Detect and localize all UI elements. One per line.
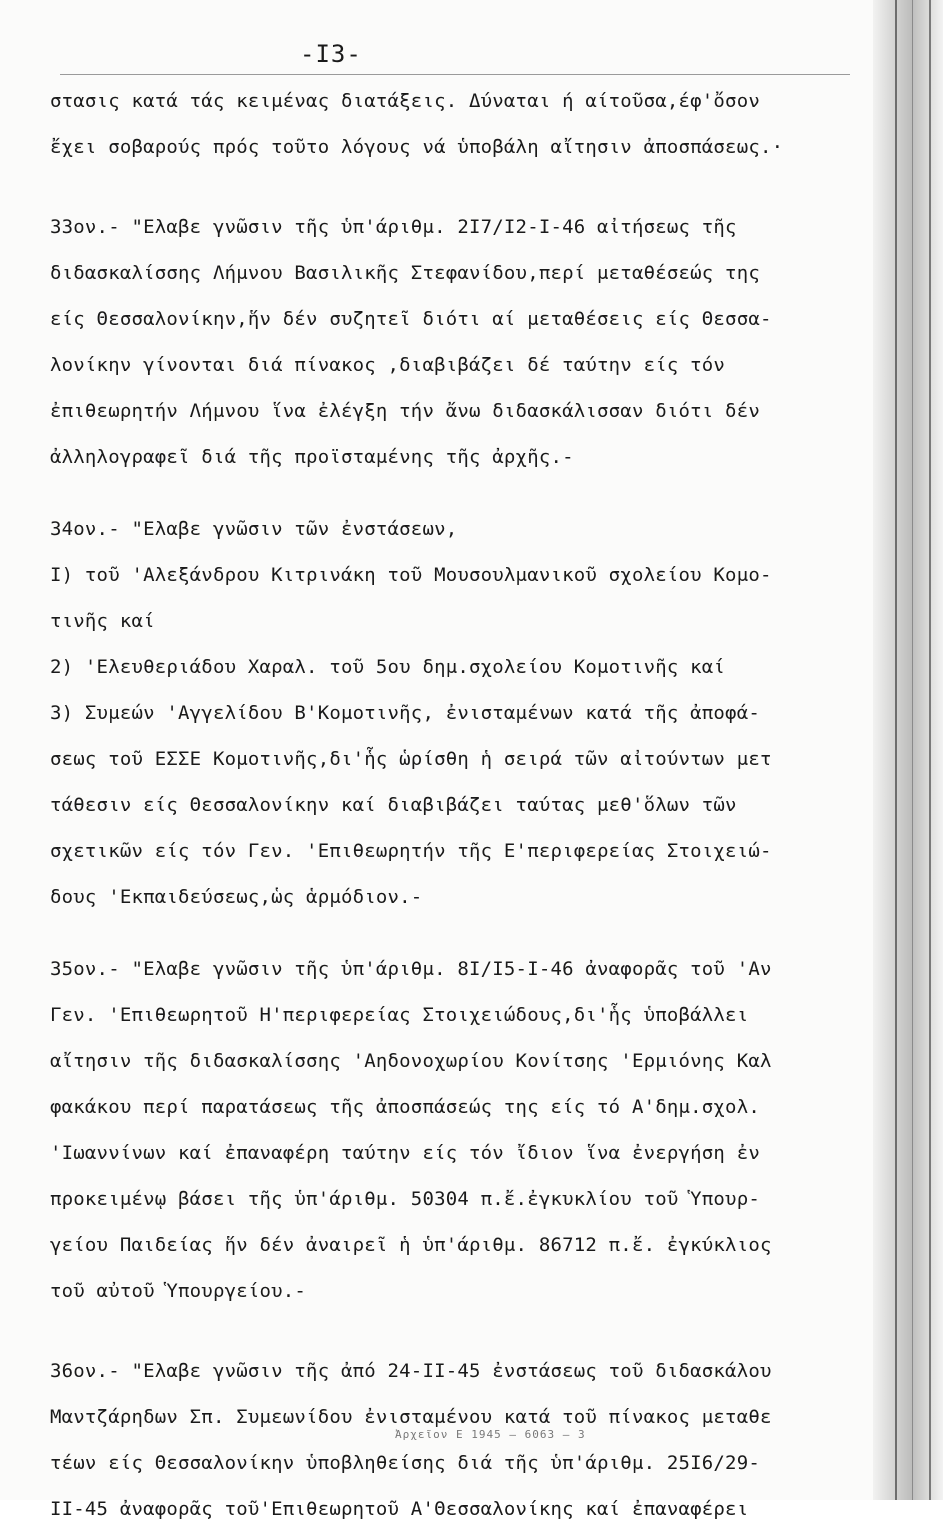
text-line: σχετικῶν είς τόν Γεν. 'Επιθεωρητήν τῆς Ε'περιφερείας Στοιχειώ-	[50, 840, 772, 862]
text-line: 'Ιωαννίνων καί ἐπαναφέρη ταύτην είς τόν ἴδιον ἵνα ἐνεργήση ἐν	[50, 1142, 760, 1164]
text-line: ἔχει σοβαρούς πρός τοῦτο λόγους νά ὑποβάλη αἴτησιν ἀποσπάσεως.·	[50, 136, 784, 158]
binding-shadow-line	[895, 0, 897, 1500]
text-line: I) τοῦ 'Αλεξάνδρου Κιτρινάκη τοῦ Μουσουλμανικοῦ σχολείου Κομο-	[50, 564, 772, 586]
text-line: Μαντζάρηδων Σπ. Συμεωνίδου ἐνισταμένου κατά τοῦ πίνακος μεταθε	[50, 1406, 772, 1428]
text-line: II-45 ἀναφορᾶς τοῦ'Επιθεωρητοῦ Α'Θεσσαλονίκης καί ἐπαναφέρει	[50, 1498, 749, 1520]
text-line: τινῆς καί	[50, 610, 155, 632]
text-line: αἴτησιν τῆς διδασκαλίσσης 'Αηδονοχωρίου Κονίτσης 'Ερμιόνης Καλ	[50, 1050, 772, 1072]
text-line: τάθεσιν είς Θεσσαλονίκην καί διαβιβάζει ταύτας μεθ'ὅλων τῶν	[50, 794, 737, 816]
text-line: διδασκαλίσσης Λήμνου Βασιλικῆς Στεφανίδου,περί μεταθέσεώς της	[50, 262, 760, 284]
text-line: Γεν. 'Επιθεωρητοῦ Η'περιφερείας Στοιχειώδους,δι'ἧς ὑποβάλλει	[50, 1004, 749, 1026]
item-34-heading: 34ον.- "Ελαβε γνῶσιν τῶν ἐνστάσεων,	[50, 518, 458, 540]
text-line: σεως τοῦ ΕΣΣΕ Κομοτινῆς,δι'ἧς ὡρίσθη ἡ σειρά τῶν αἰτούντων μετ	[50, 748, 772, 770]
text-line: λονίκην γίνονται διά πίνακος ,διαβιβάζει δέ ταύτην είς τόν	[50, 354, 726, 376]
text-line: δους 'Εκπαιδεύσεως,ὡς ἁρμόδιον.-	[50, 886, 423, 908]
item-36-heading: 36ον.- "Ελαβε γνῶσιν τῆς ἀπό 24-II-45 ἐνστάσεως τοῦ διδασκάλου	[50, 1360, 772, 1382]
text-line: φακάκου περί παρατάσεως τῆς ἀποσπάσεώς της είς τό Α'δημ.σχολ.	[50, 1096, 760, 1118]
text-line: ἐπιθεωρητήν Λήμνου ἵνα ἐλέγξη τήν ἄνω διδασκάλισσαν διότι δέν	[50, 400, 760, 422]
binding-shadow-line	[929, 0, 931, 1500]
page-number: -I3-	[300, 40, 362, 68]
archive-stamp: Ἀρχεῖον Ε 1945 — 6063 — 3	[395, 1428, 586, 1441]
minutes-body	[50, 78, 860, 1532]
binding-shadow-line	[912, 0, 913, 1500]
book-binding-edge	[873, 0, 943, 1500]
text-line: 2) 'Ελευθεριάδου Χαραλ. τοῦ 5ου δημ.σχολείου Κομοτινῆς καί	[50, 656, 726, 678]
text-line: τέων είς Θεσσαλονίκην ὑποβληθείσης διά τῆς ὑπ'άριθμ. 25I6/29-	[50, 1452, 760, 1474]
text-line: ἀλληλογραφεῖ διά τῆς προϊσταμένης τῆς ἀρχῆς.-	[50, 446, 574, 468]
text-line: είς Θεσσαλονίκην,ἥν δέν συζητεῖ διότι αί μεταθέσεις είς Θεσσα-	[50, 308, 772, 330]
text-line: τοῦ αὐτοῦ Ὑπουργείου.-	[50, 1280, 307, 1302]
text-line: γείου Παιδείας ἥν δέν ἀναιρεῖ ἡ ὑπ'άριθμ. 86712 π.ἔ. ἐγκύκλιος	[50, 1234, 772, 1256]
text-line: 3) Συμεών 'Αγγελίδου Β'Κομοτινῆς, ἐνισταμένων κατά τῆς ἀποφά-	[50, 702, 760, 724]
header-rule	[60, 74, 850, 75]
text-line: προκειμένῳ βάσει τῆς ὑπ'άριθμ. 50304 π.ἔ.ἐγκυκλίου τοῦ Ὑπουρ-	[50, 1188, 760, 1210]
text-line: στασις κατά τάς κειμένας διατάξεις. Δύναται ή αίτοῦσα,έφ'ὄσον	[50, 90, 760, 112]
item-33-heading: 33ον.- "Ελαβε γνῶσιν τῆς ὑπ'άριθμ. 2I7/I2-I-46 αἰτήσεως τῆς	[50, 216, 737, 238]
item-35-heading: 35ον.- "Ελαβε γνῶσιν τῆς ὑπ'άριθμ. 8I/I5-I-46 ἀναφορᾶς τοῦ 'Αν	[50, 958, 772, 980]
